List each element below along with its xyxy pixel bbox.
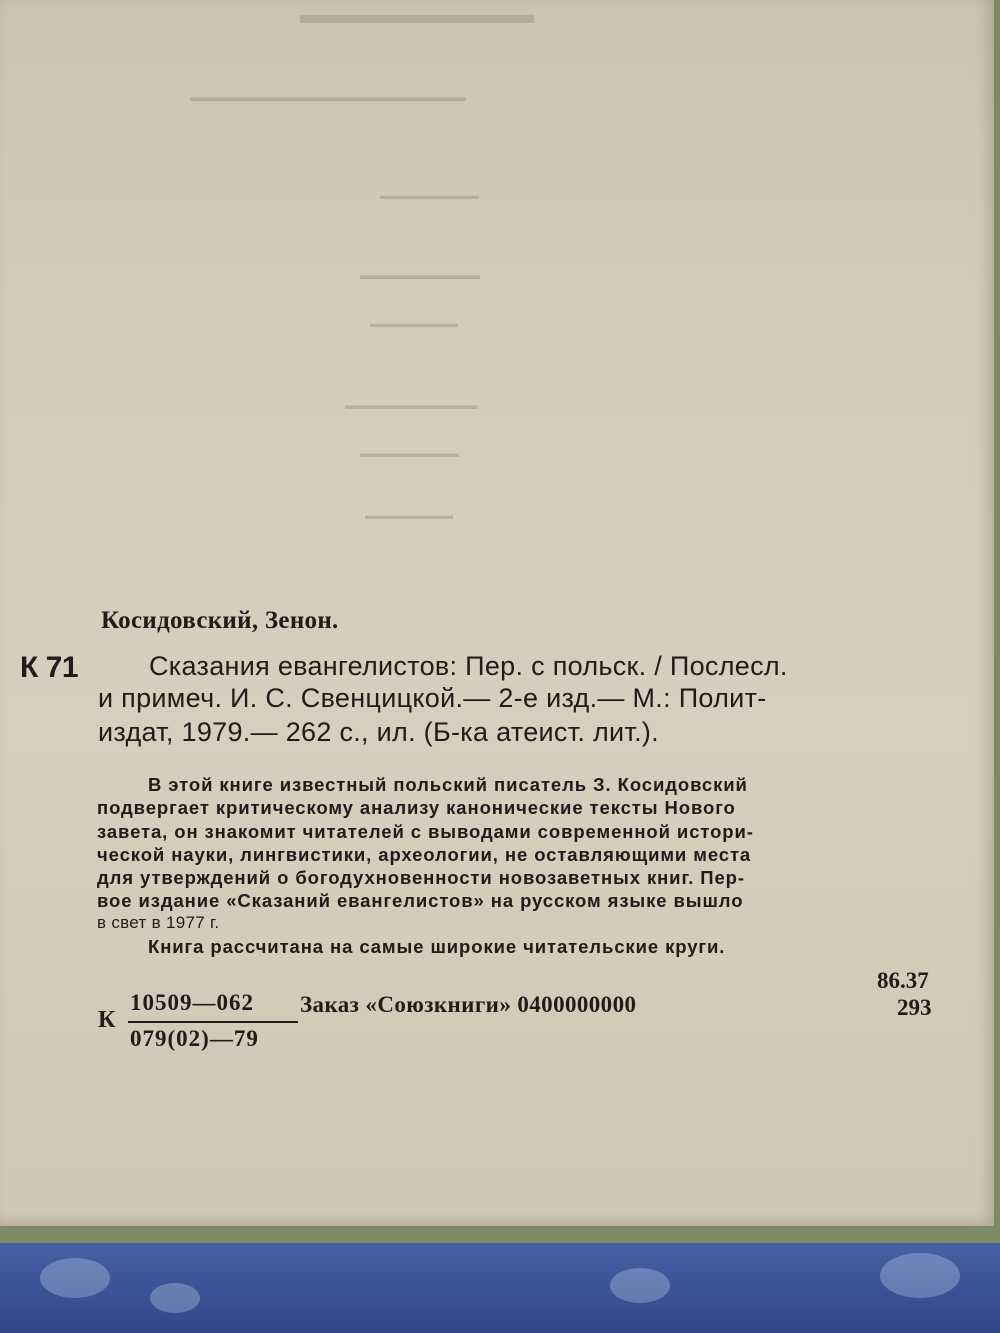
annotation-line: для утверждений о богодухновенности новозаветных книг. Пер-: [97, 867, 745, 888]
show-through-block: ▬▬▬▬▬▬▬▬: [365, 510, 453, 522]
classification-code: К 71: [20, 651, 79, 684]
annotation-line: подвергает критическому анализу канонические тексты Нового: [97, 797, 736, 818]
annotation-line: В этой книге известный польский писатель З. Косидовский: [148, 774, 748, 795]
cloth-flower-pattern: [40, 1258, 110, 1298]
show-through-block: ▬▬▬▬▬▬▬▬▬: [360, 448, 459, 460]
annotation-line: ческой науки, лингвистики, археологии, не оставляющими места: [97, 844, 752, 865]
show-through-block: ▬▬▬▬▬▬▬▬▬▬▬▬▬▬▬▬▬▬▬▬▬▬▬: [190, 90, 466, 104]
index-numerator: 10509—062: [130, 990, 254, 1015]
bibliographic-line: издат, 1979.— 262 с., ил. (Б-ка атеист. лит.).: [98, 717, 659, 747]
bibliographic-line: Сказания евангелистов: Пер. с польск. / Послесл.: [149, 651, 788, 681]
annotation-line: завета, он знакомит читателей с выводами современной истори-: [97, 821, 754, 842]
index-fraction-line: [128, 1021, 298, 1023]
annotation-line: в свет в 1977 г.: [97, 913, 220, 932]
bbk-code-bottom: 293: [897, 995, 932, 1020]
tablecloth-background: [0, 1228, 1000, 1333]
annotation-line: вое издание «Сказаний евангелистов» на русском языке вышло: [97, 890, 744, 911]
cloth-flower-pattern: [880, 1253, 960, 1298]
index-k-letter: К: [98, 1007, 116, 1033]
show-through-block: ▬▬▬▬▬▬▬▬: [370, 318, 458, 330]
index-denominator: 079(02)—79: [130, 1026, 259, 1051]
bibliographic-line: и примеч. И. С. Свенцицкой.— 2-е изд.— М.: Полит-: [98, 683, 767, 713]
show-through-block: ▬▬▬▬▬▬▬▬▬▬: [360, 268, 480, 282]
audience-note: Книга рассчитана на самые широкие читательские круги.: [148, 936, 726, 957]
bbk-code-top: 86.37: [877, 968, 929, 993]
author-name: Косидовский, Зенон.: [101, 607, 339, 634]
cloth-flower-pattern: [150, 1283, 200, 1313]
cloth-flower-pattern: [610, 1268, 670, 1303]
show-through-block: ▬▬▬▬▬▬▬▬▬: [300, 0, 534, 29]
show-through-block: ▬▬▬▬▬▬▬▬▬▬▬: [345, 398, 477, 412]
order-line: Заказ «Союзкниги» 0400000000: [300, 992, 637, 1017]
show-through-block: ▬▬▬▬▬▬▬▬▬: [380, 190, 479, 202]
